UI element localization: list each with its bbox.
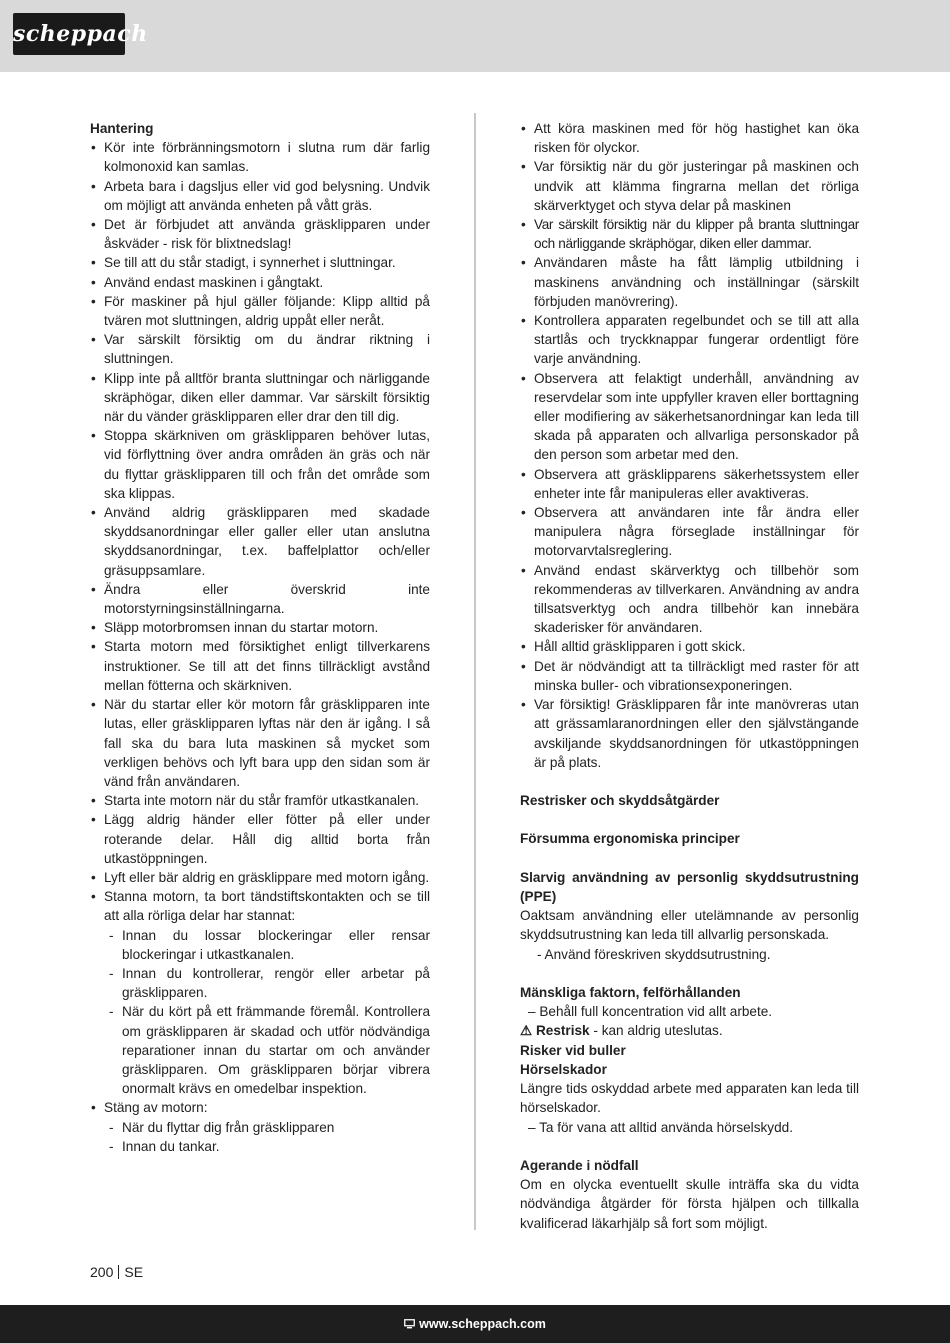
list-item: • Håll alltid gräsklipparen i gott skick. <box>520 637 859 656</box>
heading-human-factor: Mänskliga faktorn, felförhållanden <box>520 985 741 1001</box>
sub-list-item: - När du flyttar dig från gräsklipparen <box>104 1118 430 1137</box>
heading-ergonomics: Försumma ergonomiska principer <box>520 831 740 847</box>
list-item: • Observera att gräsklipparens säkerhetssystem eller enheter inte får manipuleras eller avaktiveras. <box>520 465 859 503</box>
hearing-action: – Ta för vana att alltid använda hörselskydd. <box>528 1119 793 1135</box>
list-item: • Ändra eller överskrid inte motorstyrningsinställningarna. <box>90 580 430 618</box>
residual-risk-label: Restrisk <box>535 1023 590 1039</box>
list-item-turn-off-engine <box>90 1098 430 1156</box>
list-item: • Var särskilt försiktig när du klipper på branta sluttningar och närliggande skräphögar, diken eller dammar. <box>520 215 859 253</box>
list-item-text: Stanna motorn, ta bort tändstiftskontakten och se till att alla rörliga delar har stannat: <box>104 889 430 924</box>
list-item: • Användaren måste ha fått lämplig utbildning i maskinens användning och inställningar (särskilt förbjuden manövrering). <box>520 253 859 311</box>
ppe-text: Oaktsam användning eller utelämnande av personlig skyddsutrustning kan leda till allvarlig personskada. <box>520 908 859 943</box>
list-item: • Var försiktig när du gör justeringar på maskinen och undvik att klämma fingrarna mellan det rörliga skärverktyget och styva delar på maskinen <box>520 157 859 215</box>
list-item: • Observera att användaren inte får ändra eller manipulera några förseglade inställningar för motorvarvtalsreglering. <box>520 503 859 561</box>
heading-hearing-damage: Hörselskador <box>520 1061 607 1077</box>
list-item: • Klipp inte på alltför branta sluttningar och närliggande skräphögar, diken eller dammar. Var särskilt försiktig när du vänder gräsklipparen eller drar den till dig. <box>90 369 430 427</box>
hearing-text: Längre tids oskyddad arbete med apparaten kan leda till hörselskador. <box>520 1081 859 1116</box>
list-item: • Använd aldrig gräsklipparen med skadade skyddsanordningar eller galler eller utan anslutna skyddsanordningar, t.ex. baffelplattor och/eller gräsuppsamlare. <box>90 503 430 580</box>
list-item: • Arbeta bara i dagsljus eller vid god belysning. Undvik om möjligt att använda enheten på vått gräs. <box>90 177 430 215</box>
list-item: • Starta inte motorn när du står framför utkastkanalen. <box>90 791 430 810</box>
list-item: • Det är nödvändigt att ta tillräckligt med raster för att minska buller- och vibrationsexponeringen. <box>520 657 859 695</box>
emergency-text: Om en olycka eventuellt skulle inträffa ska du vidta nödvändiga åtgärder för första hjälpen och tillkalla kvalificerad läkarhjälp så fort som möjligt. <box>520 1177 859 1231</box>
page-number: 200 <box>90 1264 114 1280</box>
list-item: • Använd endast maskinen i gångtakt. <box>90 273 430 292</box>
language-code: SE <box>124 1264 144 1280</box>
left-column <box>90 119 430 1156</box>
page-number-block <box>90 1264 143 1280</box>
right-column <box>520 119 859 1233</box>
list-item: • Starta motorn med försiktighet enligt tillverkarens instruktioner. Se till att det finns tillräckligt avstånd mellan fötterna och skärkniven. <box>90 637 430 695</box>
list-item: • Lyft eller bär aldrig en gräsklippare med motorn igång. <box>90 868 430 887</box>
warning-icon: ⚠ <box>520 1023 533 1039</box>
list-item-stop-engine <box>90 887 430 1098</box>
list-item: • Att köra maskinen med för hög hastighet kan öka risken för olyckor. <box>520 119 859 157</box>
residual-risk-text: - kan aldrig uteslutas. <box>589 1023 723 1039</box>
list-item: • Var försiktig! Gräsklipparen får inte manövreras utan att grässamlaranordningen eller den självstängande avskiljande skyddsanordningen för utkastöppningen är på plats. <box>520 695 859 772</box>
ppe-action: - Använd föreskriven skyddsutrustning. <box>537 946 771 962</box>
list-item: • Observera att felaktigt underhåll, användning av reservdelar som inte uppfyller kraven eller borttagning eller modifiering av säkerhetsanordningar kan leda till skada på apparaten och allvarliga personskador på den person som arbetar med den. <box>520 369 859 465</box>
human-factor-action: – Behåll full koncentration vid allt arbete. <box>528 1004 773 1020</box>
list-item: • Kör inte förbränningsmotorn i slutna rum där farlig kolmonoxid kan samlas. <box>90 138 430 176</box>
heading-noise-risks: Risker vid buller <box>520 1042 626 1058</box>
heading-residual-risks: Restrisker och skyddsåtgärder <box>520 793 720 809</box>
list-item: • Kontrollera apparaten regelbundet och se till att alla startlås och tryckknappar fungerar ordentligt före varje användning. <box>520 311 859 369</box>
column-divider <box>474 113 476 1230</box>
residual-risk-line <box>520 1021 859 1040</box>
list-item: • Det är förbjudet att använda gräsklipparen under åskväder - risk för blixtnedslag! <box>90 215 430 253</box>
handling-list-continued <box>520 119 859 772</box>
list-item: • Stoppa skärkniven om gräsklipparen behöver lutas, vid förflyttning över andra områden än gräs och när du flyttar gräsklipparen till och från det område som ska klippas. <box>90 426 430 503</box>
list-item: • När du startar eller kör motorn får gräsklipparen inte lutas, eller gräsklipparen lyftas när den är igång. I så fall ska du bara luta maskinen så mycket som verkligen behövs och lyft bara upp den sidan som är vänd från användaren. <box>90 695 430 791</box>
footer-bar <box>0 1305 950 1343</box>
sub-list-item: - Innan du lossar blockeringar eller rensar blockeringar i utkastkanalen. <box>104 926 430 964</box>
list-item: • Lägg aldrig händer eller fötter på eller under roterande delar. Håll dig alltid borta från utkastöppningen. <box>90 810 430 868</box>
handling-list <box>90 138 430 1156</box>
heading-emergency: Agerande i nödfall <box>520 1157 639 1173</box>
list-item: • Använd endast skärverktyg och tillbehör som rekommenderas av tillverkaren. Användning av andra tillsatsverktyg och andra tillbehör kan innebära skaderisker för användaren. <box>520 561 859 638</box>
header-bar <box>0 0 950 72</box>
sub-list <box>104 926 430 1099</box>
scheppach-logo: scheppach <box>13 13 125 55</box>
website-link[interactable]: www.scheppach.com <box>419 1317 546 1331</box>
list-item: • Var särskilt försiktig om du ändrar riktning i sluttningen. <box>90 330 430 368</box>
list-item: • Se till att du står stadigt, i synnerhet i sluttningar. <box>90 253 430 272</box>
sub-list-item: - Innan du kontrollerar, rengör eller arbetar på gräsklipparen. <box>104 964 430 1002</box>
footer-url-block <box>0 1305 950 1343</box>
sub-list <box>104 1118 430 1156</box>
section-heading-handling: Hantering <box>90 121 154 136</box>
list-item-text: Stäng av motorn: <box>104 1100 208 1116</box>
page-separator <box>118 1265 119 1279</box>
list-item: • För maskiner på hjul gäller följande: Klipp alltid på tvären mot sluttningen, aldrig uppåt eller neråt. <box>90 292 430 330</box>
list-item: • Släpp motorbromsen innan du startar motorn. <box>90 618 430 637</box>
sub-list-item: - Innan du tankar. <box>104 1137 430 1156</box>
heading-ppe: Slarvig användning av personlig skyddsutrustning (PPE) <box>520 869 859 905</box>
sub-list-item: - När du kört på ett främmande föremål. Kontrollera om gräsklipparen är skadad och utför nödvändiga reparationer innan du startar om och använder gräsklipparen. Om gräsklipparen börjar vibrera onormalt krävs en omedelbar inspektion. <box>104 1002 430 1098</box>
monitor-icon <box>404 1305 415 1343</box>
